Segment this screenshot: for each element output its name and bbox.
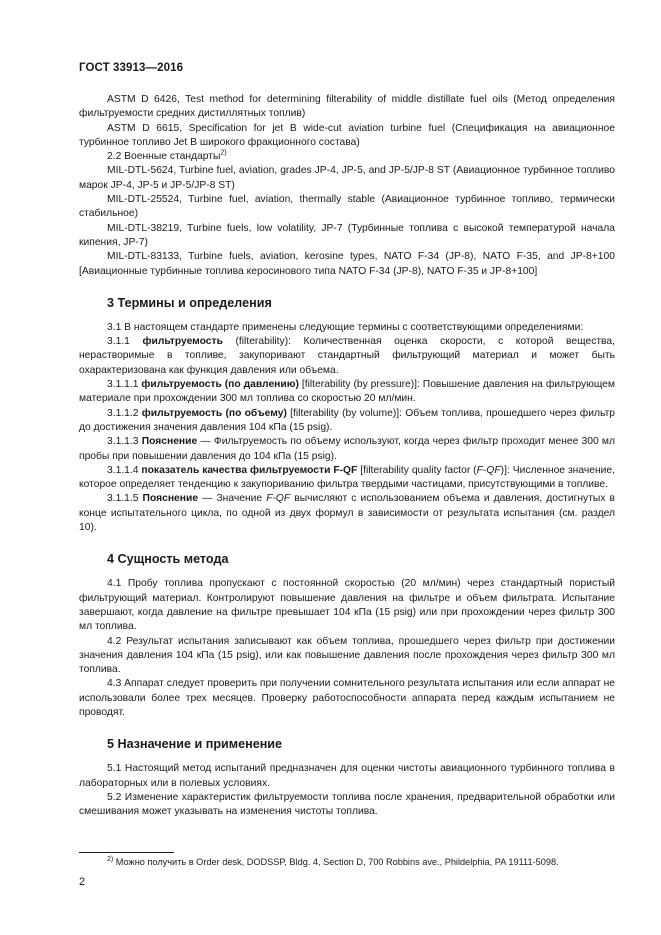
page-content <box>79 93 615 819</box>
para-3-1-1: 3.1.1 фильтруемость (filterability): Количественная оценка скорости, с которой вещества, нерастворимые в топливе, закупоривают стандартный фильтрующий материал и может быть охарактеризована как функция давления или объема. <box>79 336 615 376</box>
ref-mil-dtl-25524: MIL-DTL-25524, Turbine fuel, aviation, thermally stable (Авиационное турбинное топливо, термически стабильное) <box>79 194 615 220</box>
document-header: ГОСТ 33913—2016 <box>79 62 184 74</box>
para-3-1-1-1: 3.1.1.1 фильтруемость (по давлению) [filterability (by pressure)]: Повышение давления на фильтрующем материале при прохождении 300 мл топлива со скоростью 20 мл/мин. <box>79 379 615 405</box>
ref-astm-d6426: ASTM D 6426, Test method for determining filterability of middle distillate fuel oils (Метод определения фильтруемости средних дистиллятных топлив) <box>79 94 615 120</box>
para-3-1-1-5: 3.1.1.5 Пояснение — Значение F-QF вычисляют с использованием объема и давления, достигнутых в конце испытательного цикла, по одной из двух формул в зависимости от результата испытания (см. раздел 10). <box>79 493 615 534</box>
para-3-1-1-4: 3.1.1.4 показатель качества фильтруемости F-QF [filterability quality factor (F-QF)]: Численное значение, которое определяет тенденцию к закупориванию фильтра твердыми частицами, присутствующими в топливе. <box>79 464 615 491</box>
ref-mil-dtl-83133: MIL-DTL-83133, Turbine fuels, aviation, kerosine types, NATO F-34 (JP-8), NATO F-35, and JP-8+100 [Авиационные турбинные топлива керосинового типа NATO F-34 (JP-8), NATO F-35 и JP-8+100] <box>79 251 615 277</box>
section-5-heading: 5 Назначение и применение <box>107 737 283 752</box>
footnote: $^{2)}$ Можно получить в Order desk, DODSSP, Bldg. 4, Section D, 700 Robbins ave., Phildelphia, PA 19111-5098. <box>107 855 559 867</box>
para-3-1-1-3: 3.1.1.3 Пояснение — Фильтруемость по объему используют, когда через фильтр проходит менее 300 мл пробы при повышении давления до 104 кПа (15 psig). <box>79 436 615 462</box>
footnote-divider <box>79 852 174 853</box>
para-5-1: 5.1 Настоящий метод испытаний предназначен для оценки чистоты авиационного турбинного топлива в лабораторных или в полевых условиях. <box>79 763 615 789</box>
para-4-2: 4.2 Результат испытания записывают как объем топлива, прошедшего через фильтр при достижении значения давления 104 кПа (15 psig), или как повышение давления после прохождения через фильтр 300 мл топлива. <box>79 635 615 676</box>
para-4-1: 4.1 Пробу топлива пропускают с постоянной скоростью (20 мл/мин) через стандартный пористый фильтрующий материал. Контролируют повышение давления на фильтре и объем фильтрата. Испытание завершают, когда давление на фильтре превышает 104 кПа (15 psig) или при прохождении через фильтр 300 мл топлива. <box>79 578 615 633</box>
military-standards-heading: 2.2 Военные стандарты$^{2)}$ <box>107 149 227 163</box>
page-number: 2 <box>79 876 86 888</box>
ref-mil-dtl-38219: MIL-DTL-38219, Turbine fuels, low volatility, JP-7 (Турбинные топлива с высокой температурой начала кипения, JP-7) <box>79 222 615 248</box>
section-4-heading: 4 Сущность метода <box>107 552 229 567</box>
para-3-1-1-2: 3.1.1.2 фильтруемость (по объему) [filterability (by volume)]: Объем топлива, прошедшего через фильтр до достижения значения давления 104 кПа (15 psig). <box>79 407 616 433</box>
para-3-1: 3.1 В настоящем стандарте применены следующие термины с соответствующими определениями: <box>107 321 584 333</box>
section-3-heading: 3 Термины и определения <box>107 295 272 310</box>
ref-astm-d6615: ASTM D 6615, Specification for jet B wide-cut aviation turbine fuel (Спецификация на авиационное турбинное топливо Jet B широкого фракционного состава) <box>79 122 615 148</box>
para-5-2: 5.2 Изменение характеристик фильтруемости топлива после хранения, предварительной обработки или смешивания может указывать на изменения чистоты топлива. <box>79 791 615 818</box>
ref-mil-dtl-5624: MIL-DTL-5624, Turbine fuel, aviation, grades JP-4, JP-5, and JP-5/JP-8 ST (Авиационное турбинное топливо марок JP-4, JP-5 и JP-5/JP-8 ST) <box>79 165 615 191</box>
para-4-3: 4.3 Аппарат следует проверить при получении сомнительного результата испытания или если аппарат не использовали более трех месяцев. Проверку работоспособности аппарата перед каждым испытанием не проводят. <box>79 678 615 718</box>
